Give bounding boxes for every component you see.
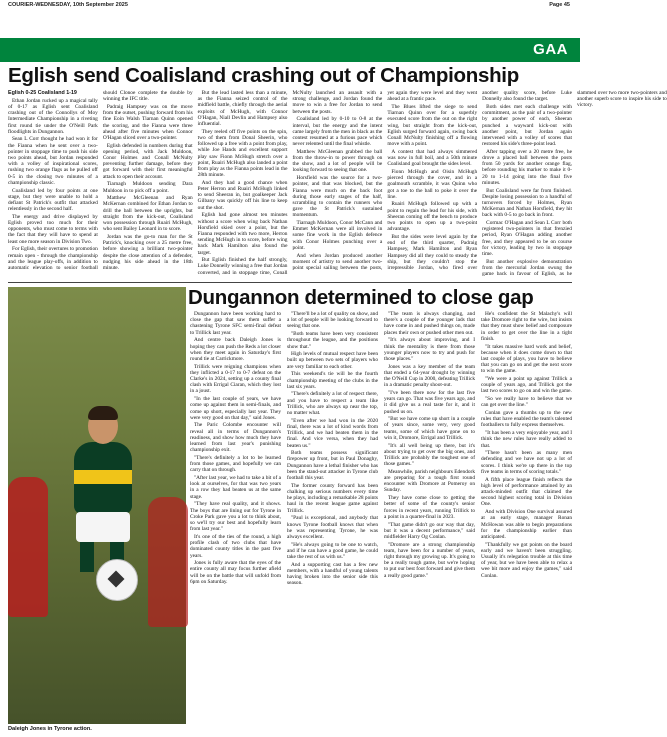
article-paragraph: But the sides were level again by the end of the third quarter, Padraig Hampsey, Mark Hamilton and Ryan Hampsey did all they could to steady the ship, but they couldn't stop the irrepressible Jordan, who fired over another quality score, before Luke Donnelly also found the target.	[387, 90, 572, 271]
article-paragraph: The Paric Colombe encounter will reveal all in terms of Dungannon's readiness, and show how much they have learned from last year's punishing championship exit.	[190, 422, 281, 454]
story1-score: Eglish 0-25 Coalisland 1-19	[8, 90, 77, 96]
article-paragraph: "It takes massive hard work and belief, because when it does come down to that last couple of plays, you have to believe that you can go on and get the next score to win the game.	[481, 343, 572, 375]
player-hair	[88, 406, 118, 420]
article-paragraph: They have come close to getting the better of some of the county's senior forces in recent years, running Trillick to a point in a quarter-final in 2023.	[384, 495, 475, 520]
article-paragraph: The Blues lifted the siege to send Tiarnan Quinn over for a superbly executed score from the out on the right wing, but straight from the kick-out, Eglish surged forward again, swing back Conall McNulty finishing off a flowing move with a point.	[387, 103, 478, 148]
article-paragraph: But Coalisland were far from finished. Despite losing possession to a handful of turnovers forced by Holmes, Ryan McKernan and Nathan Horsfield, they hit back with 0-5 to go back in front.	[482, 187, 572, 219]
jersey-stripe	[74, 470, 132, 484]
article-paragraph: It's one of the ties of the round, a high profile clash of two clubs that have dominated county titles in the past five years.	[190, 533, 281, 559]
article-paragraph: After tapping over a 20 metre free, he drove a placed ball between the posts from 50 yards for another orange flag, before rounding his marker to make it 0-20 to 1-14 going into the final five minutes.	[482, 148, 572, 186]
article-paragraph: "Dromore are a strong championship team, have been for a number of years, right through my growing up. It's going to be a really tough game, but we're hoping to put our best foot forward and give them a really good game."	[384, 541, 475, 579]
opponent-figure	[148, 497, 188, 627]
article-paragraph: Coalisland led by four points at one stage, but they were unable to hold a defiant St Patrick's outfit that attacked relentlessly in the second half.	[8, 187, 98, 213]
story1-headline: Eglish send Coalisland crashing out of Championship	[8, 64, 519, 87]
player-photo	[8, 287, 186, 724]
article-paragraph: And a supporting cast has a few new members, with a handful of young talents having broken into the senior side this season.	[287, 561, 378, 587]
article-paragraph: Tiarnagh Muldoon sending Dara Muldoon in to pick off a point.	[102, 181, 193, 194]
article-paragraph: Jones is fully aware that the eyes of the entire county all may focus further afield will be on the battle that will unfold from 6pm on Saturday.	[190, 560, 281, 585]
header-dateline: COURIER-WEDNESDAY, 10th September 2025	[8, 2, 128, 8]
article-paragraph: "In the last couple of years, we have come up against them in semi-finals, and come up short, especially last year. They were very good on that day," said Jones.	[190, 396, 281, 421]
article-paragraph: "There'll be a lot of quality on show, and a lot of people will be looking forward to seeing that one.	[287, 311, 378, 330]
header-page-number: Page 45	[549, 2, 570, 8]
section-divider	[8, 282, 572, 283]
photo-caption: Daleigh Jones in Tyrone action.	[8, 726, 92, 732]
article-paragraph: But the lead lasted less than a minute, as the Fianna seized control of the midfield battle, chiefly through the aerial exploits of McHugh, with Connor O'Hagan, Niall Devlin and Hampsey also influential.	[197, 90, 288, 128]
article-paragraph: Matthew McGleenan grabbed the ball from the throw-in to power through on the show, and a lot of people will be looking forward to seeing that one.	[292, 148, 383, 174]
article-paragraph: "But we have come up short in a couple of years since, some very, very good teams, some of which have gone on to win it, Dromore, Errigal and Trillick.	[384, 416, 475, 441]
article-paragraph: "I've been there now for the last five years can go. That was five years ago, and it did give us a real taste for it, and it pushed us on.	[384, 389, 475, 415]
page-header	[0, 0, 580, 10]
article-paragraph: And centre back Daleigh Jones is hoping they can push the Reds a lot closer when they meet again in Saturday's first round tie at Carrickmore.	[190, 337, 281, 362]
article-paragraph: "It has been a very enjoyable year, and I think the new rules have really added to that.	[481, 430, 572, 449]
article-paragraph: "Thankfully we got points on the board early and we haven't been struggling. Usually it's relegation trouble at this time of year, but we have been able to relax a wee bit more and enjoy the games," said Conlan.	[481, 541, 572, 579]
article-paragraph: Jones was a key member of the team that ended a 64-year drought by winning the O'Neill Cup in 2000, defeating Trillick in a dramatic penalty shoot-out.	[384, 363, 475, 389]
article-paragraph: For Eglish, their overtures to promotion remain open - through the championship and the league play-offs, in addition to automatic elevation to senior football should Clonoe complete the double by winning the IFC title.	[8, 90, 193, 271]
article-paragraph: They reeled off five points on the spin, two of them from Donal Sheerin, who followed up a free with a point from play, while Joe Hands and excellent support play saw Fionn McHugh stretch over a point, Ruairi McHugh also landed a point from play as the Fianna points lead in the 28th minute.	[197, 128, 288, 179]
article-paragraph: "It's all well being up there, but it's about trying to get over the big ones, and Trillick are probably the toughest one of those games."	[384, 442, 475, 468]
article-paragraph: Jordan was the go-to man for the St Patrick's, knocking over a 25 metre free, before showing a brilliant two-pointer despite the close attention of a defender, nudging his side ahead in the 18th minute.	[102, 233, 193, 271]
article-paragraph: "The team is always changing, and there's a couple of the younger lads that have come in and pushed things on, made places their own or pushed other men out.	[384, 311, 475, 336]
article-paragraph: "There's definitely a lot to be learned from those games, and hopefully we can carry that on through.	[190, 454, 281, 474]
article-paragraph: "It's always about improving, and I think the mentality is there from those younger players now to try and push for those places."	[384, 337, 475, 362]
story2-headline: Dungannon determined to close gap	[188, 286, 534, 309]
story2-body	[190, 311, 572, 731]
article-paragraph: "Both teams have been very consistent throughout the league, and the positions show that."	[287, 331, 378, 350]
article-paragraph: Ruairi McHugh followed up with a point to regain the lead for his side, with Sheeran coming off the bench to produce two points to open up a two-point advantage.	[387, 201, 478, 233]
article-paragraph: Both sides met each challenge with commitment, as the pair of a two-pointer by another power of each, Sheeran punched a wayward kick-out with another point, but Jordan again intervened with a volley of scores that restored his side's three-point lead.	[482, 103, 572, 148]
section-banner	[0, 38, 580, 62]
player-figure	[66, 402, 136, 572]
opponent-figure	[8, 477, 48, 617]
article-paragraph: "So we really have to believe that we can get over the line."	[481, 396, 572, 409]
article-paragraph: Trillick were reigning champions when they inflicted a 0-17 to 0-7 defeat on the Clarke's in 2024, setting up a county final clash with Errigal Ciaran, which they lost in a joust.	[190, 363, 281, 395]
shorts	[76, 512, 130, 542]
article-paragraph: Eglish had gone almost ten minutes without a score when wing back Nathan Horsfield skied over a point, but the Fianna responded with two more, Herron sending McHugh in to score, before wing back Mark Hamilton also found the target.	[197, 212, 288, 256]
article-paragraph: Meanwhile, parish neighbours Edendork are preparing for a tough first round encounter with Dromore at Pomeroy on Sunday.	[384, 468, 475, 494]
article-paragraph: "There hasn't been as many men defending and we have not up a lot of scores. I think we're up there in the top five teams in terms of scoring totals."	[481, 450, 572, 475]
article-paragraph: Both teams possess significant firepower up front, but in Paul Donaghy, Dungannon have a lethal finisher who has been the stand-out attacker in Tyrone club football this year.	[287, 450, 378, 482]
article-paragraph: A contest that had always simmered was now in full boil, and a 50th minute Coalisland goal brought the sides level.	[387, 148, 478, 168]
football-icon	[96, 559, 138, 601]
story1-body	[8, 90, 667, 278]
article-paragraph: Ethan Jordan rucked up a magical tally of 0-17 as Eglish sent Coalisland crashing out of the Connollys of Moy Intermediate Championship in a riveting first round tie under the O'Neill Park floodlights in Dungannon.	[8, 97, 98, 135]
sock	[80, 542, 94, 572]
article-paragraph: Horsfield was the source for a two-pointer, and that was blocked, but the Fianna were much on the back foot during those early stages of the half, scrambling to contain the runners who gave the St Patrick's sustained momentum.	[292, 175, 383, 219]
article-paragraph: Eglish defended in numbers during that opening period, with Jack Muldoon, Conor Holmes and Conall McNulty preventing further damage, before they got forward with their first meaningful attack to open their account.	[102, 142, 193, 180]
article-paragraph: "We were a point up against Trillick a couple of years ago, and Trillick got the last two scores to go on and win the game.	[481, 376, 572, 395]
article-paragraph: The energy and drive displayed by Eglish proved too much for their opponents, who must come to terms with the fact that they will have to spend at least one more season in Division Two.	[8, 213, 98, 245]
article-paragraph: "That game didn't go our way that day, but it was a decent performance," said midfielder Harry Og Conlan.	[384, 521, 475, 540]
article-paragraph: The former county forward has been chalking up serious numbers every time he plays, including a remarkable 28 points haul in the recent league game against Trillick.	[287, 482, 378, 514]
article-paragraph: Conlan gave a thumbs up to the new rules that have enabled the team's talented footballers to fully express themselves.	[481, 410, 572, 429]
article-paragraph: And when Jordan produced another moment of artistry to send another two-point special sailing between the posts, yet again they were level and they went ahead at a frantic pace.	[292, 90, 478, 271]
article-paragraph: Coalisland led by 0-10 to 0-8 at the interval, but the energy and the intent came largely from the men in black as the contest resumed at a furious pace which never relented until the final whistle.	[292, 116, 383, 148]
article-paragraph: But Eglish finished the half strongly, Luke Donnelly winning a free that Jordan converted, and in stoppage time, Conall McNulty launched an assault with a strong challenge, and Jordan found the move to win a free for Jordan to send between the posts.	[197, 90, 383, 276]
article-paragraph: "Even after we had won in the 2020 final, there was a lot of kind words from Trillick, and we had beaten them in the final. And vice versa, when they had beaten us."	[287, 417, 378, 449]
article-paragraph: "He's always going to be one to watch, and if he can have a good game, he could take the rest of us with us."	[287, 541, 378, 561]
article-paragraph: "Paul is exceptional, and anybody that knows Tyrone football knows that when he was representing Tyrone, he was always excellent.	[287, 515, 378, 540]
article-paragraph: But another explosive demonstration from the mercurial Jordan swung the game back in favour of Eglish, as he slammed over two more two-pointers and another superb score to inspire his side to victory.	[482, 90, 667, 278]
article-paragraph: A fifth place league finish reflects the high level of performance attained by an attack-minded outfit that claimed the second highest scoring total in Division One.	[481, 476, 572, 508]
section-label: GAA	[533, 41, 568, 58]
article-paragraph: "They have real quality, and it shows. The boys that are lining out for Tyrone in Croke Park gave you a lot to think about, so we'll try our best and hopefully learn from last year."	[190, 501, 281, 533]
article-paragraph: Cormac O'Hagan and Sean L Corr both registered two-pointers in that frenzied period, Ryan O'Hagan adding another free, and they appeared to be on course for victory, leading by two in stoppage time.	[482, 220, 572, 258]
article-paragraph: Dungannon have been working hard to close the gap that saw them suffer a chastening Tyrone SFC semi-final defeat to Trillick last year.	[190, 311, 281, 336]
article-paragraph: "There's definitely a lot of respect there, and you have to respect a team like Trillick, who are always up near the top, no matter what.	[287, 391, 378, 417]
article-paragraph: He's confident the St Malachy's will take Dromore right to the wire, but insists that they must show belief and composure in order to get over the line in a tight finish.	[481, 311, 572, 342]
article-paragraph: Fionn McHugh and Oisin McHugh pierced through the cover, and in a goalmouth scramble, it was Quinn who got a toe to the ball to poke it over the line.	[387, 168, 478, 200]
article-paragraph: Matthew McGleenan and Ryan McKernan combined for Ethan Jordan to drill the ball between the uprights, but straight from the kick-out, Coalisland won possession through Ruairi McHugh, who sent Bailey Leonard in to score.	[102, 195, 193, 233]
article-paragraph: Tiarnagh Muldoon, Conor McCann and Emmet McKernan were all involved in some fine work in the Eglish defence with Conor Holmes punching over a point.	[292, 220, 383, 251]
article-paragraph: Sean L Corr thought he had won it for the Fianna when he sent over a two-pointer in stoppage time to push his side two points ahead, but Jordan responded with a volley of inspirational scores, rushing two orange flags as he pulled off 0-5 in the closing two minutes of a championship classic.	[8, 136, 98, 186]
article-paragraph: This weekend's tie will be the fourth championship meeting of the clubs in the last six years.	[287, 371, 378, 390]
article-paragraph: "After last year, we had to take a bit of a look at ourselves, for that was two years in a row they had beaten us at the same stage.	[190, 475, 281, 500]
article-paragraph: And they had a good chance when Peter Herron and Ruairi McHugh linked to send Sheeran in, but goalkeeper Jack Gilbany was quickly off his line to keep out the shot.	[197, 179, 288, 211]
article-paragraph: Padraig Hampsey was on the move from the outset, pushing forward from his fine Eoin Walsh Tiarnan Quinn opened the scoring, and the Fianna were three ahead after five minutes when Connor O'Hagan sliced over a two-pointer.	[102, 103, 193, 141]
article-paragraph: And with Division One survival assured at an early stage, manager Ronan McHowan was able to begin preparations for the championship earlier than anticipated.	[481, 509, 572, 540]
article-paragraph: High levels of mutual respect have been built up between two sets of players who are very familiar to each other.	[287, 351, 378, 370]
